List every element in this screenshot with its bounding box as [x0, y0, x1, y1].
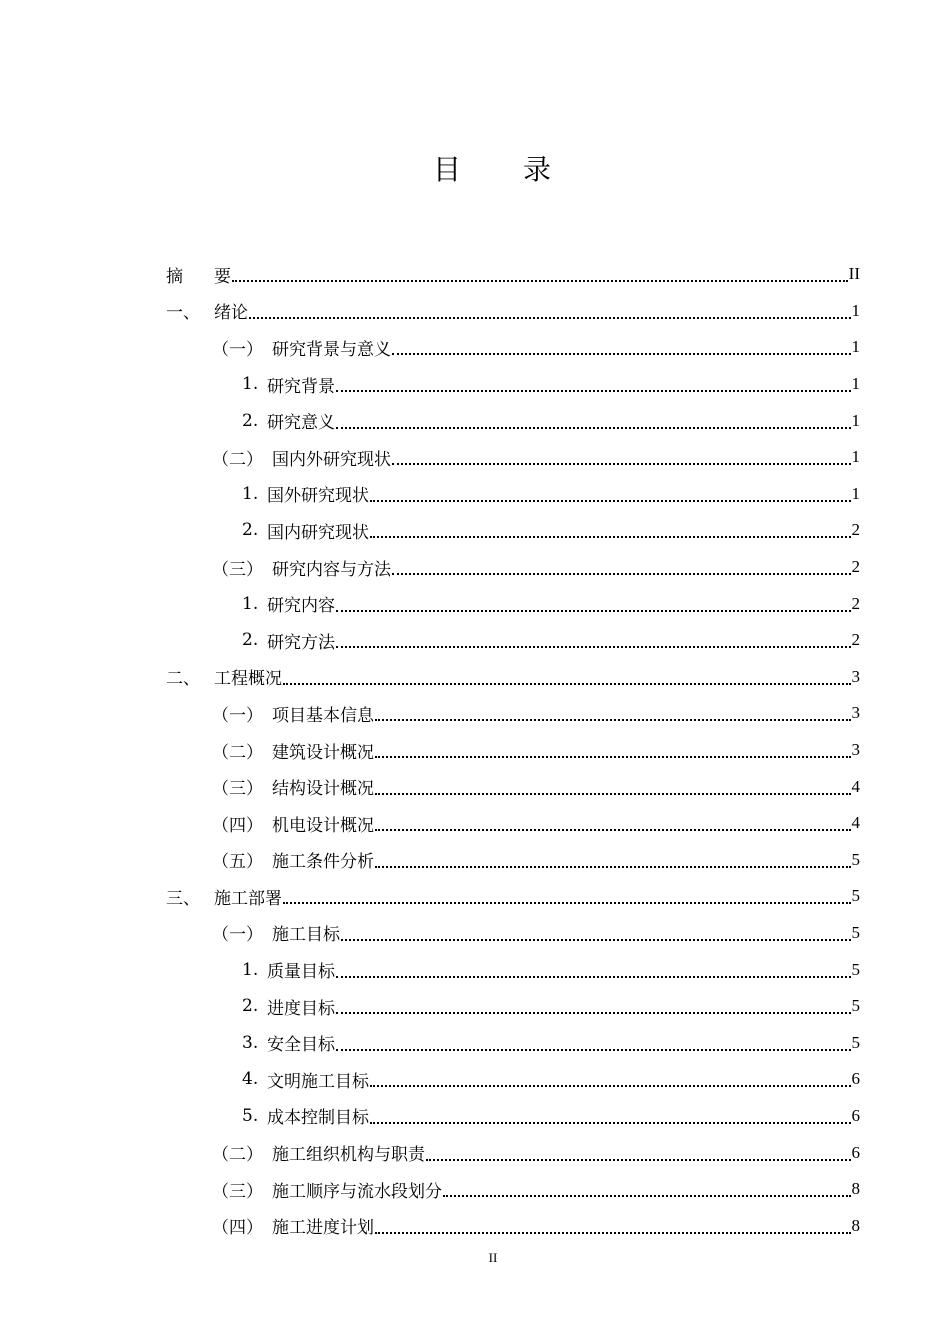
toc-entry-text: 研究背景 — [267, 376, 335, 397]
toc-entry-number: （二） — [212, 1145, 263, 1166]
toc-entry[interactable] — [166, 1024, 860, 1061]
toc-entry-page: 3 — [851, 666, 860, 686]
toc-entry[interactable] — [166, 695, 860, 732]
dot-leader — [375, 719, 851, 721]
toc-entry[interactable] — [166, 1171, 860, 1208]
toc-entry-number: 三、 — [166, 888, 200, 909]
toc-entry[interactable] — [166, 878, 860, 915]
toc-entry-number: （三） — [212, 559, 263, 580]
dot-leader — [392, 353, 851, 355]
toc-entry-label — [212, 847, 374, 872]
toc-entry-label — [212, 1177, 442, 1202]
toc-entry-text: 施工顺序与流水段划分 — [272, 1181, 442, 1202]
toc-entry-page: 8 — [851, 1179, 860, 1199]
toc-entry-label — [242, 408, 335, 433]
toc-entry[interactable] — [166, 329, 860, 366]
toc-entry-text: 文明施工目标 — [267, 1071, 369, 1092]
toc-entry-text: 要 — [214, 266, 231, 287]
toc-entry-label — [212, 1213, 374, 1238]
toc-entry[interactable] — [166, 366, 860, 403]
toc-entry-page: 1 — [851, 300, 860, 320]
toc-entry[interactable] — [166, 915, 860, 952]
toc-entry-page: 6 — [851, 1105, 860, 1125]
toc-entry-number: （一） — [212, 925, 263, 946]
toc-entry-number: （一） — [212, 705, 263, 726]
dot-leader — [336, 1012, 851, 1014]
toc-entry[interactable] — [166, 988, 860, 1025]
toc-entry-number: 1. — [242, 374, 259, 395]
toc-entry[interactable] — [166, 402, 860, 439]
toc-entry-page: 5 — [851, 1032, 860, 1052]
dot-leader — [283, 902, 851, 904]
toc-entry[interactable] — [166, 439, 860, 476]
toc-entry-label — [212, 701, 374, 726]
toc-entry-text: 国内外研究现状 — [272, 449, 391, 470]
toc-entry-number: （四） — [212, 1218, 263, 1239]
toc-entry-text: 国内研究现状 — [267, 522, 369, 543]
toc-entry[interactable] — [166, 1061, 860, 1098]
toc-entry-label — [242, 1067, 369, 1092]
toc-entry-label — [212, 445, 391, 470]
toc-entry-page: 1 — [851, 447, 860, 467]
toc-title: 目 录 — [432, 153, 553, 186]
toc-entry-page: 1 — [851, 374, 860, 394]
toc-entry-number: （三） — [212, 779, 263, 800]
toc-entry[interactable] — [166, 622, 860, 659]
toc-entry-label — [212, 555, 391, 580]
toc-entry-text: 绪论 — [214, 303, 248, 324]
toc-entry-label — [212, 738, 374, 763]
toc-entry-text: 机电设计概况 — [272, 815, 374, 836]
toc-entry-label — [242, 1103, 369, 1128]
toc-entry-label — [242, 481, 369, 506]
dot-leader — [370, 1085, 851, 1087]
toc-entry-text: 研究意义 — [267, 413, 335, 434]
toc-entry-page: 6 — [851, 1069, 860, 1089]
toc-entry-number: 1. — [242, 483, 259, 504]
dot-leader — [336, 976, 851, 978]
toc-entry[interactable] — [166, 512, 860, 549]
toc-entry-page: 2 — [851, 630, 860, 650]
toc-entry-number: 2. — [242, 410, 259, 431]
toc-entry[interactable] — [166, 256, 860, 293]
toc-entry-label — [242, 628, 335, 653]
dot-leader — [249, 317, 851, 319]
toc-entry-text: 建筑设计概况 — [272, 742, 374, 763]
dot-leader — [375, 829, 851, 831]
toc-entry-text: 成本控制目标 — [267, 1108, 369, 1129]
toc-entry-label — [212, 811, 374, 836]
dot-leader — [336, 610, 851, 612]
toc-entry-number: （二） — [212, 742, 263, 763]
toc-entry-label — [166, 664, 282, 689]
dot-leader — [370, 500, 851, 502]
toc-entry-text: 研究背景与意义 — [272, 339, 391, 360]
toc-entry[interactable] — [166, 1098, 860, 1135]
toc-entry-text: 施工条件分析 — [272, 852, 374, 873]
toc-entry-page: II — [848, 264, 860, 284]
toc-entry[interactable] — [166, 842, 860, 879]
toc-entry[interactable] — [166, 768, 860, 805]
toc-entry-label — [242, 372, 335, 397]
toc-entry-text: 结构设计概况 — [272, 779, 374, 800]
toc-entry-label — [166, 262, 231, 287]
toc-entry[interactable] — [166, 476, 860, 513]
toc-entry-text: 进度目标 — [267, 998, 335, 1019]
toc-entry[interactable] — [166, 549, 860, 586]
toc-entry-page: 5 — [851, 959, 860, 979]
toc-entry[interactable] — [166, 1134, 860, 1171]
toc-entry-number: （四） — [212, 815, 263, 836]
dot-leader — [392, 463, 851, 465]
toc-entry-number: 5. — [242, 1105, 259, 1126]
toc-entry-label — [242, 591, 335, 616]
toc-entry-page: 5 — [851, 996, 860, 1016]
toc-entry-page: 4 — [851, 813, 860, 833]
toc-entry-number: 2. — [242, 630, 259, 651]
toc-entry-text: 施工进度计划 — [272, 1218, 374, 1239]
toc-entry-text: 国外研究现状 — [267, 486, 369, 507]
toc-entry-page: 5 — [851, 849, 860, 869]
dot-leader — [426, 1159, 851, 1161]
toc-entry[interactable] — [166, 585, 860, 622]
toc-entry-label — [242, 957, 335, 982]
toc-entry-number: 4. — [242, 1069, 259, 1090]
dot-leader — [341, 939, 851, 941]
toc-entry-text: 施工部署 — [214, 888, 282, 909]
toc-entry-number: 1. — [242, 959, 259, 980]
toc-entry-label — [212, 920, 340, 945]
toc-entry[interactable] — [166, 1207, 860, 1244]
toc-entry-label — [242, 1030, 335, 1055]
toc-entry-number: （二） — [212, 449, 263, 470]
toc-entry-page: 8 — [851, 1215, 860, 1235]
toc-entry-number: 一、 — [166, 303, 200, 324]
toc-entry-number: （一） — [212, 339, 263, 360]
toc-entry-page: 1 — [851, 483, 860, 503]
toc-entry-number: 2. — [242, 996, 259, 1017]
dot-leader — [232, 280, 848, 282]
toc-entry-page: 5 — [851, 922, 860, 942]
toc-entry-label — [242, 518, 369, 543]
dot-leader — [336, 427, 851, 429]
dot-leader — [283, 683, 851, 685]
toc-entry-page: 6 — [851, 1142, 860, 1162]
toc-entry-page: 5 — [851, 886, 860, 906]
toc-entry-label — [212, 774, 374, 799]
dot-leader — [336, 1049, 851, 1051]
toc-entry[interactable] — [166, 951, 860, 988]
toc-entry-number: 二、 — [166, 669, 200, 690]
toc-entry[interactable] — [166, 732, 860, 769]
dot-leader — [336, 390, 851, 392]
dot-leader — [443, 1195, 851, 1197]
toc-entry-text: 工程概况 — [214, 669, 282, 690]
toc-entry-text: 施工组织机构与职责 — [272, 1145, 425, 1166]
toc-entry-label — [166, 884, 282, 909]
toc-entry-page: 3 — [851, 703, 860, 723]
dot-leader — [375, 1232, 851, 1234]
toc-entry-text: 研究内容 — [267, 596, 335, 617]
toc-entry-label — [242, 994, 335, 1019]
toc-entry[interactable] — [166, 805, 860, 842]
dot-leader — [375, 756, 851, 758]
dot-leader — [370, 1122, 851, 1124]
toc-entry-number: 2. — [242, 520, 259, 541]
dot-leader — [375, 793, 851, 795]
toc-entry[interactable] — [166, 293, 860, 330]
toc-entry-page: 1 — [851, 337, 860, 357]
toc-entry-number: （五） — [212, 852, 263, 873]
toc-entry-page: 2 — [851, 593, 860, 613]
toc-entry-page: 2 — [851, 557, 860, 577]
toc-entry-number: 3. — [242, 1032, 259, 1053]
toc-entry-page: 2 — [851, 520, 860, 540]
toc-entry-text: 安全目标 — [267, 1035, 335, 1056]
table-of-contents — [166, 256, 860, 1244]
toc-entry-page: 1 — [851, 410, 860, 430]
toc-entry-number: （三） — [212, 1181, 263, 1202]
dot-leader — [336, 646, 851, 648]
toc-entry-number: 摘 — [166, 266, 183, 287]
toc-entry-text: 质量目标 — [267, 962, 335, 983]
toc-entry-text: 研究方法 — [267, 632, 335, 653]
footer-page-number: II — [488, 1250, 498, 1265]
dot-leader — [370, 536, 851, 538]
toc-entry-page: 4 — [851, 776, 860, 796]
toc-entry[interactable] — [166, 659, 860, 696]
toc-entry-page: 3 — [851, 740, 860, 760]
toc-entry-label — [212, 335, 391, 360]
dot-leader — [392, 573, 851, 575]
toc-entry-text: 项目基本信息 — [272, 705, 374, 726]
toc-entry-label — [212, 1140, 425, 1165]
toc-entry-text: 施工目标 — [272, 925, 340, 946]
toc-entry-label — [166, 298, 248, 323]
toc-entry-number: 1. — [242, 593, 259, 614]
dot-leader — [375, 866, 851, 868]
toc-entry-text: 研究内容与方法 — [272, 559, 391, 580]
